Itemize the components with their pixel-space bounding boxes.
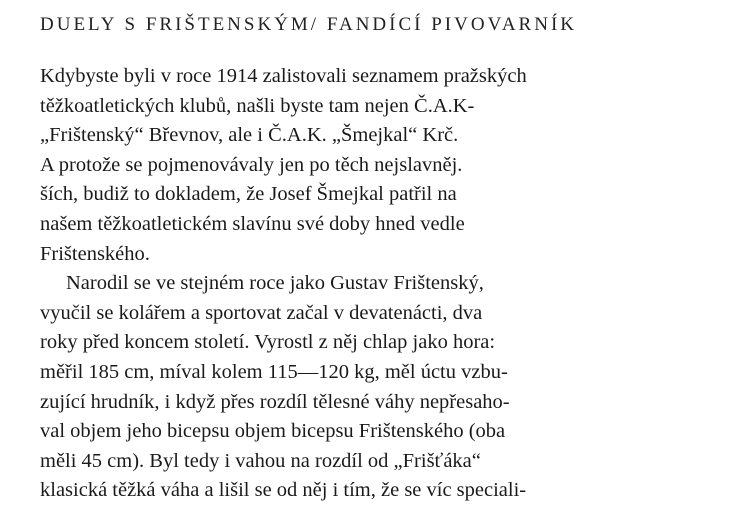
text-line: měli 45 cm). Byl tedy i vahou na rozdíl od „Frišťáka“ <box>40 449 481 472</box>
paragraph-1 <box>40 62 700 269</box>
paragraph-2 <box>40 269 700 506</box>
body-text <box>40 62 700 506</box>
text-line: roky před koncem století. Vyrostl z něj chlap jako hora: <box>40 331 496 354</box>
text-line: A protože se pojmenovávaly jen po těch nejslavněj. <box>40 153 463 176</box>
text-line: těžkoatletických klubů, našli byste tam nejen Č.A.K- <box>40 94 475 117</box>
text-line: Narodil se ve stejném roce jako Gustav Frištenský, <box>66 272 484 295</box>
text-line: našem těžkoatletickém slavínu své doby hned vedle <box>40 212 465 235</box>
text-line: Frištenského. <box>40 242 150 265</box>
text-line: měřil 185 cm, míval kolem 115—120 kg, měl úctu vzbu- <box>40 360 508 383</box>
text-line: klasická těžká váha a lišil se od něj i tím, že se víc speciali- <box>40 479 527 502</box>
text-line: vyučil se kolářem a sportovat začal v devatenácti, dva <box>40 301 483 324</box>
text-line: val objem jeho bicepsu objem bicepsu Frištenského (oba <box>40 420 506 443</box>
text-line: zující hrudník, i když přes rozdíl tělesné váhy nepřesaho- <box>40 390 510 413</box>
running-header: DUELY S FRIŠTENSKÝM/ FANDÍCÍ PIVOVARNÍK <box>40 14 578 35</box>
text-line: Kdybyste byli v roce 1914 zalistovali seznamem pražských <box>40 65 527 87</box>
text-line: ších, budiž to dokladem, že Josef Šmejkal patřil na <box>40 183 457 206</box>
text-line: „Frištenský“ Břevnov, ale i Č.A.K. „Šmejkal“ Krč. <box>40 124 459 147</box>
